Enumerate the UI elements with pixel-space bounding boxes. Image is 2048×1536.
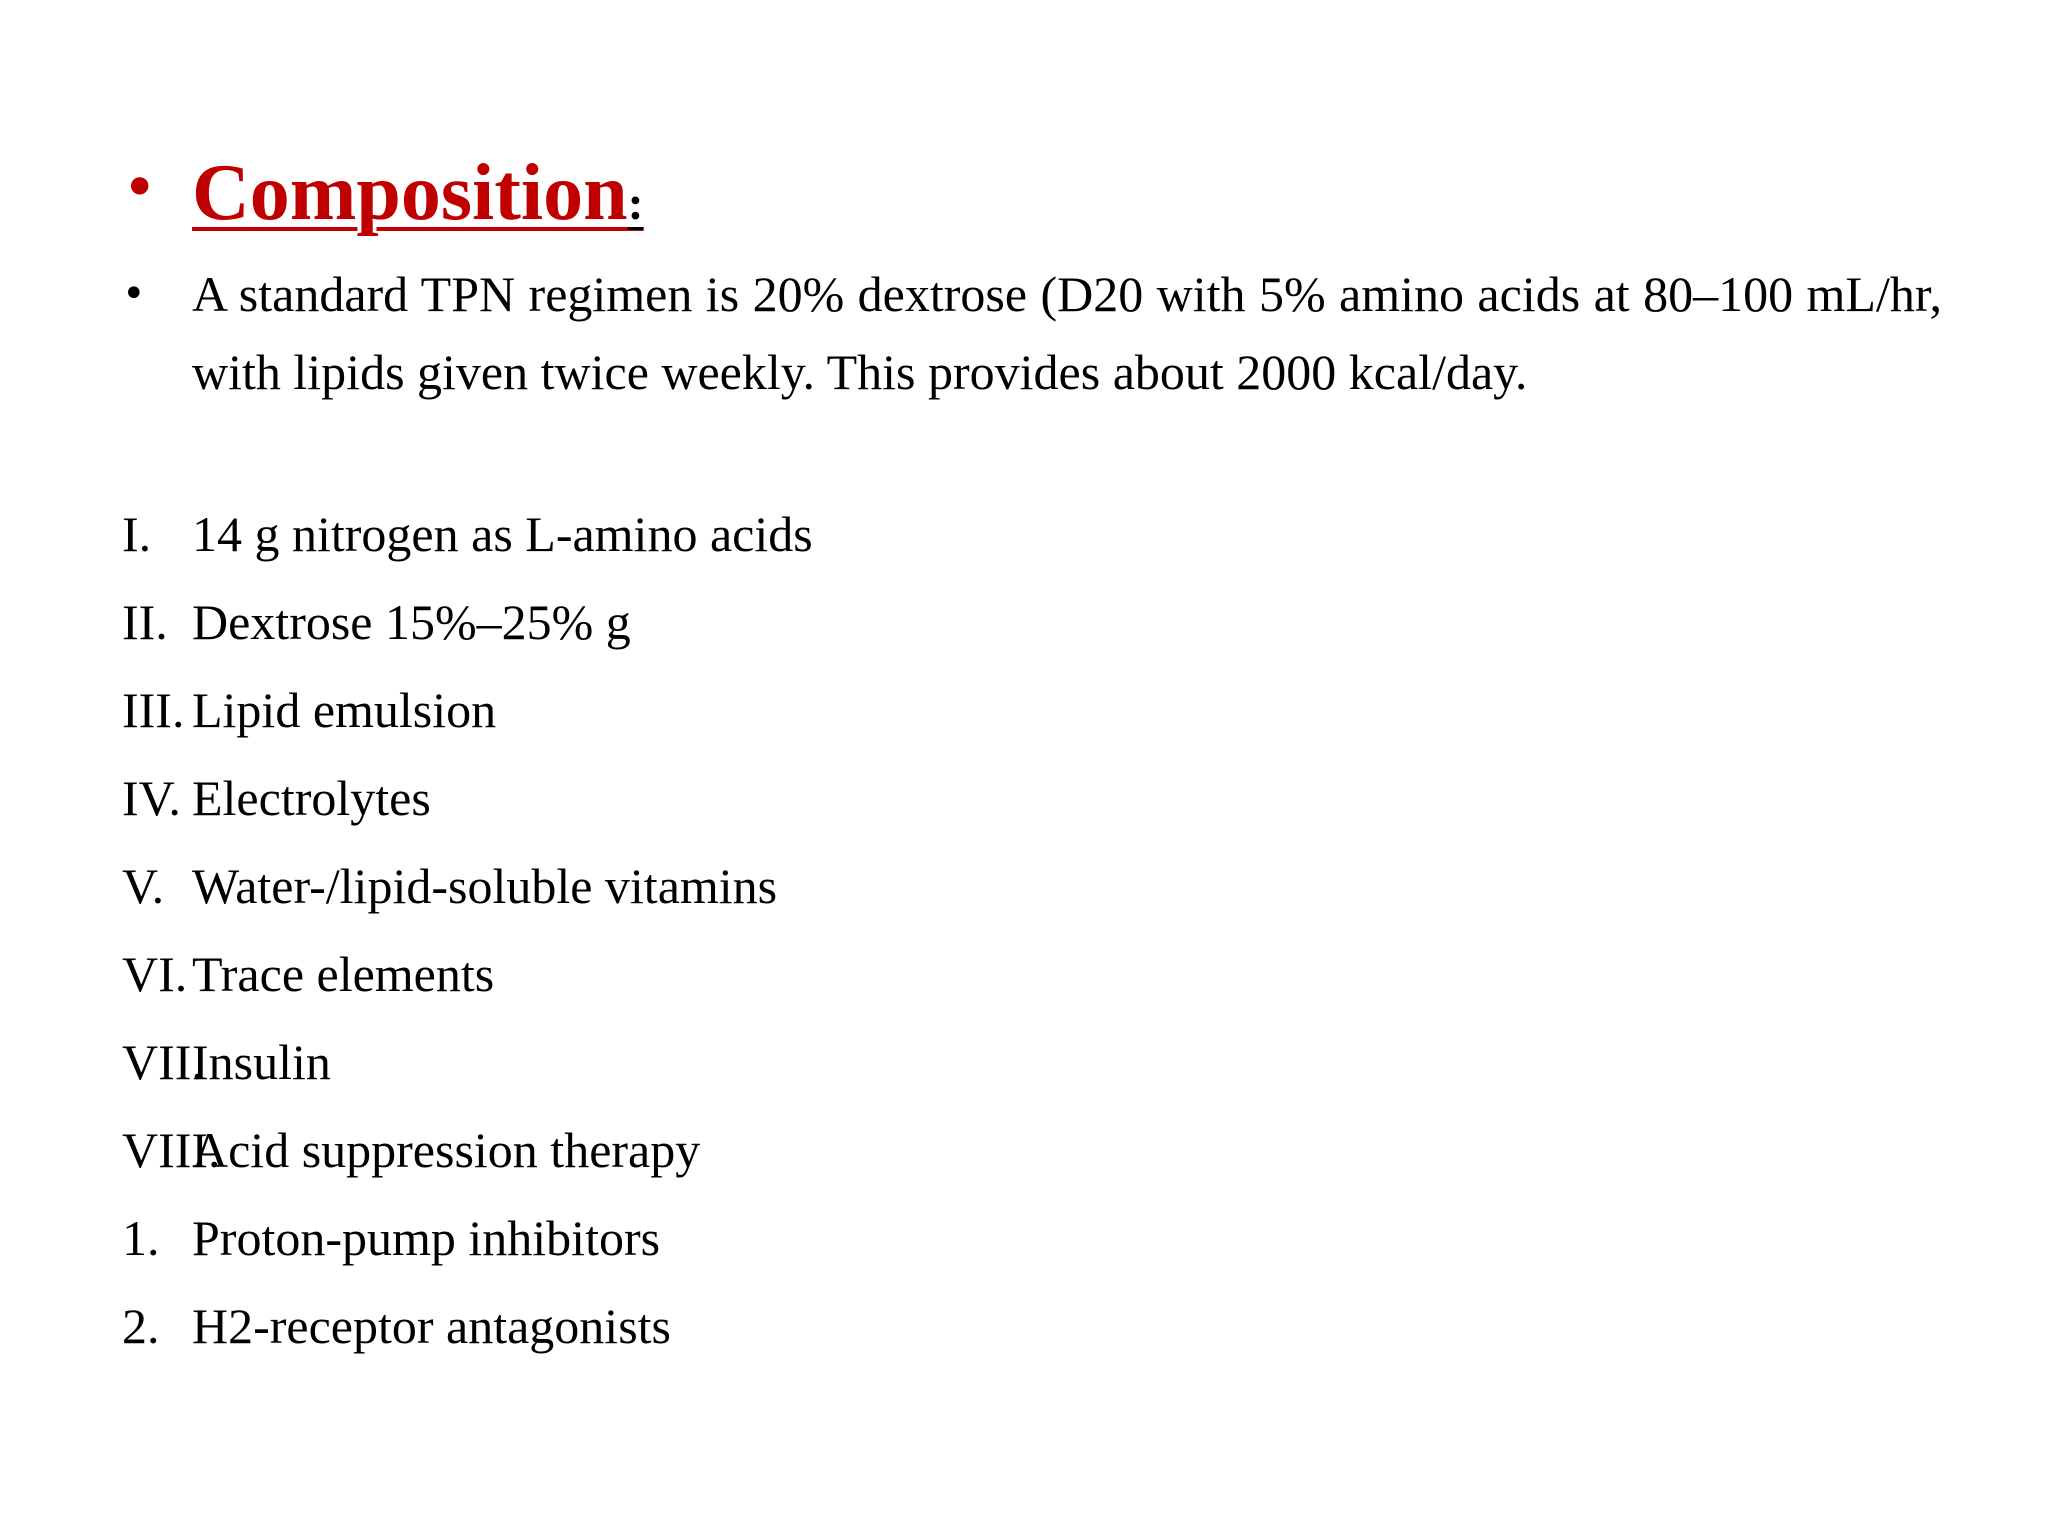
list-item-text: Electrolytes — [192, 770, 431, 826]
list-item-text: Proton-pump inhibitors — [192, 1210, 661, 1266]
list-item-text: H2-receptor antagonists — [192, 1298, 672, 1354]
slide-title-colon: : — [627, 177, 644, 230]
list-marker: V. — [122, 858, 165, 914]
list-item-text: Lipid emulsion — [192, 682, 497, 738]
list-item-text: 14 g nitrogen as L-amino acids — [192, 506, 813, 562]
intro-text: A standard TPN regimen is 20% dextrose (D20 with 5% amino acids at 80–100 mL/hr, with lipids given twice weekly. This provides about 2000 kcal/day. — [192, 266, 1942, 400]
list-item-text: Trace elements — [192, 946, 495, 1002]
list-item-text: Dextrose 15%–25% g — [192, 594, 631, 650]
list-marker: VI. — [122, 946, 188, 1002]
list-item-text: Acid suppression therapy — [192, 1122, 701, 1178]
list-marker: IV. — [122, 770, 181, 826]
list-marker: 2. — [122, 1298, 160, 1354]
list-marker: VII. — [122, 1034, 204, 1090]
slide-title-text: Composition — [192, 149, 628, 237]
bullet-icon: • — [122, 153, 158, 223]
list-marker: 1. — [122, 1210, 160, 1266]
list-marker: II. — [122, 594, 168, 650]
list-marker: I. — [122, 506, 152, 562]
list-marker: VIII. — [122, 1122, 221, 1178]
intro-paragraph — [122, 255, 1942, 411]
list-marker: III. — [122, 682, 185, 738]
list-item-text: Water-/lipid-soluble vitamins — [192, 858, 778, 914]
slide-title — [192, 138, 644, 259]
bullet-icon: • — [122, 271, 146, 317]
list-item-text: Insulin — [192, 1034, 331, 1090]
